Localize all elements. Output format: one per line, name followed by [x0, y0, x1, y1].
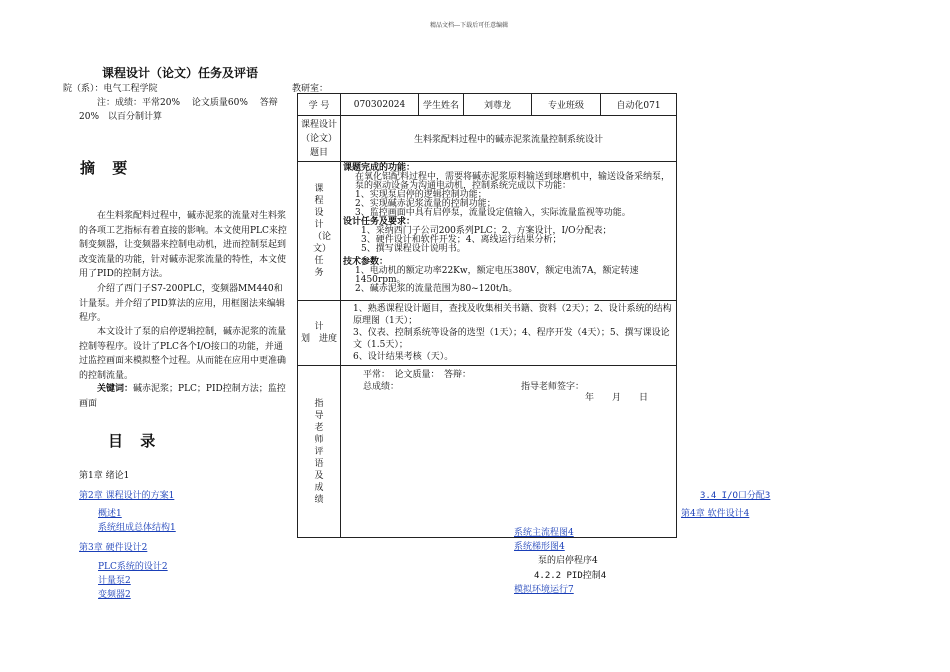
toc-chapter-2-link[interactable]: 第2章 课程设计的方案1 — [79, 491, 175, 501]
evaluation-row — [298, 366, 677, 538]
eval-total-score: 总成绩： — [363, 382, 400, 392]
eval-score-breakdown: 平常： 论文质量： 答辩： — [363, 370, 472, 380]
plan-label-2: 划 进度 — [300, 334, 337, 344]
page-title: 课程设计（论文）任务及评语 — [102, 66, 259, 80]
task-form-table — [297, 93, 677, 538]
staff-room-label: 教研室： — [292, 84, 329, 94]
toc-section-2-1-link[interactable]: 概述1 — [98, 509, 122, 519]
abstract-paragraph-3: 本文设计了泵的启停逻辑控制，碱赤泥浆的流量控制等程序。设计了PLC各个I/O接口的功能，并通过监控画面来模拟整个过程。从而能在应用中更准确的控制流量。 — [79, 327, 287, 381]
evaluation-label: 指导老师评语及成绩 — [314, 398, 324, 505]
student-no-label: 学 号 — [298, 94, 341, 116]
task-heading-requirements: 设计任务及要求： — [343, 217, 416, 227]
keywords — [79, 382, 291, 411]
task-line: 2、实现碱赤泥浆流量的控制功能； — [355, 199, 496, 209]
toc-section-4-2-link[interactable]: 系统梯形图4 — [514, 542, 565, 552]
task-line: 在氧化铝配料过程中，需要将碱赤泥浆原料输送到球磨机中，输送设备采纳泵，泵的驱动设备为沟通电动机，控制系统完成以下功能： — [355, 172, 671, 191]
task-line: 1、电动机的额定功率22Kw，额定电压380V，额定电流7A，额定转速1450rpm。 — [355, 266, 639, 285]
abstract-paragraph-2: 介绍了西门子S7-200PLC，变频器MM440和计量泵。并介绍了PID算法的应用，用框图法来编辑程序。 — [79, 284, 285, 323]
toc-section-3-4-link[interactable]: 3.4 I/O口分配3 — [700, 491, 771, 501]
class-label: 专业班级 — [532, 94, 601, 116]
student-no-value: 070302024 — [341, 94, 419, 116]
toc-heading: 目 录 — [108, 432, 162, 450]
toc-section-4-3-link[interactable]: 模拟环境运行7 — [514, 585, 574, 595]
grade-note-line1: 注：成绩：平常20% 论文质量60% 答辩 — [97, 98, 278, 108]
toc-section-4-2-1: 泵的启停程序4 — [538, 556, 598, 566]
toc-section-3-2-link[interactable]: 计量泵2 — [98, 576, 131, 586]
keywords-label: 关键词： — [97, 384, 134, 394]
toc-chapter-3-link[interactable]: 第3章 硬件设计2 — [79, 543, 148, 553]
evaluation-content — [341, 366, 677, 538]
task-line: 2、碱赤泥浆的流量范围为80~120t/h。 — [355, 284, 518, 294]
toc-section-3-1-link[interactable]: PLC系统的设计2 — [98, 562, 168, 572]
task-row — [298, 162, 677, 301]
student-info-row — [298, 94, 677, 116]
plan-line: 1、熟悉课程设计题目，查找及收集相关书籍、资料（2天）；2、设计系统的结构原理图（1天）； — [353, 304, 672, 326]
grade-note-line2: 20% 以百分制计算 — [79, 112, 163, 122]
toc-section-2-2-link[interactable]: 系统组成总体结构1 — [98, 523, 176, 533]
task-heading-parameters: 技术参数： — [343, 257, 389, 267]
toc-section-4-2-2: 4.2.2 PID控制4 — [534, 571, 607, 581]
toc-section-3-3-link[interactable]: 变频器2 — [98, 590, 131, 600]
plan-content — [341, 301, 677, 366]
topic-label: 课程设计（论文）题目 — [300, 119, 337, 158]
department-line: 院（系）：电气工程学院 — [63, 84, 158, 94]
task-label: 课程设计（论文）任务 — [313, 184, 332, 278]
toc-section-4-1-link[interactable]: 系统主流程图4 — [514, 528, 574, 538]
task-line: 3、硬件设计和软件开发；4、离线运行结果分析； — [361, 235, 562, 245]
eval-advisor-signature: 指导老师签字： — [521, 382, 585, 392]
student-name-label: 学生姓名 — [419, 94, 464, 116]
eval-date: 年 月 日 — [585, 393, 649, 403]
abstract-paragraph-1: 在生料浆配料过程中，碱赤泥浆的流量对生料浆的各项工艺指标有着直接的影响。本文使用PLC来控制变频器，让变频器来控制电动机，进而控制泵起到改变流量的功能，针对碱赤泥浆流量的特性，本文使用了PID的控制方法。 — [79, 211, 287, 279]
page-header: 精品文档---下载后可任意编辑 — [430, 22, 509, 29]
toc-chapter-4-link[interactable]: 第4章 软件设计4 — [681, 509, 750, 519]
plan-line: 3、仪表、控制系统等设备的选型（1天）；4、程序开发（4天）；5、撰写课设论文（1.5天）； — [353, 328, 670, 350]
plan-row — [298, 301, 677, 366]
toc-chapter-1: 第1章 绪论1 — [79, 471, 130, 481]
task-line: 5、撰写课程设计说明书。 — [361, 244, 466, 254]
keywords-text: 碱赤泥浆；PLC；PID控制方法；监控画面 — [79, 384, 286, 409]
plan-label-1: 计 — [314, 322, 324, 332]
plan-line: 6、设计结果考核（天）。 — [353, 352, 454, 362]
task-heading-functions: 课题完成的功能： — [343, 163, 416, 173]
task-content — [341, 162, 677, 301]
task-line: 1、采纳西门子公司200系列PLC；2、方案设计，I/O分配表； — [361, 226, 612, 236]
student-name-value: 刘尊龙 — [464, 94, 532, 116]
class-value: 自动化071 — [601, 94, 677, 116]
task-line: 3、监控画面中具有启停泵，流量设定值输入，实际流量监视等功能。 — [355, 208, 631, 218]
abstract-heading: 摘 要 — [80, 159, 134, 177]
topic-value: 生料浆配料过程中的碱赤泥浆流量控制系统设计 — [341, 116, 677, 162]
task-line: 1、实现泵启停的逻辑控制功能； — [355, 190, 487, 200]
topic-row — [298, 116, 677, 162]
